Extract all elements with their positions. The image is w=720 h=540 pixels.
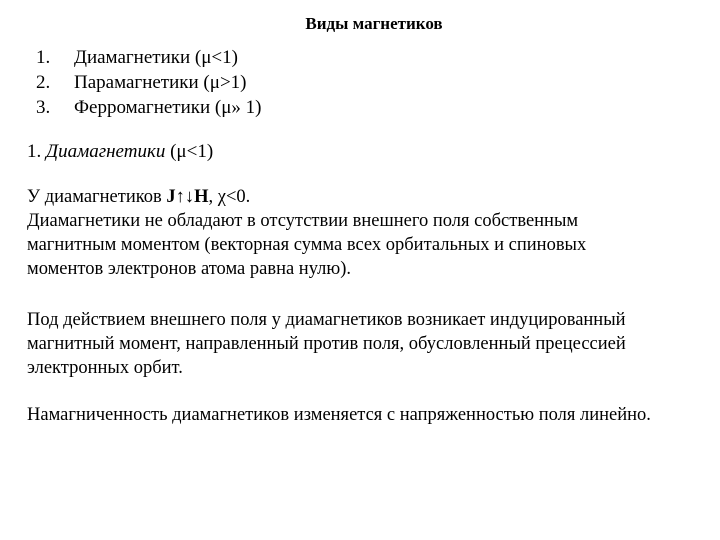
paragraph-line: магнитный момент, направленный против поля, обусловленный прецессией	[27, 334, 626, 354]
paragraph-line: Под действием внешнего поля у диамагнетиков возникает индуцированный	[27, 310, 626, 330]
list-item-text: Ферромагнетики (μ» 1)	[74, 97, 262, 118]
list-item	[36, 45, 262, 70]
list-item	[36, 70, 262, 95]
paragraph-diamagnet-definition	[27, 185, 717, 281]
text-fragment: , χ<0.	[208, 187, 251, 207]
vector-relation: J↑↓H	[166, 187, 209, 207]
paragraph-induced-moment	[27, 308, 717, 380]
list-item	[36, 95, 262, 120]
list-item-number: 1.	[36, 47, 51, 68]
list-item-text: Диамагнетики (μ<1)	[74, 47, 238, 68]
paragraph-magnetization	[27, 403, 717, 427]
list-item-text: Парамагнетики (μ>1)	[74, 72, 247, 93]
paragraph-line: Диамагнетики не обладают в отсутствии внешнего поля собственным	[27, 211, 579, 231]
list-item-number: 2.	[36, 72, 51, 93]
paragraph-line	[27, 185, 717, 209]
section-heading	[27, 139, 213, 164]
list-item-number: 3.	[36, 97, 51, 118]
section-condition: (μ<1)	[165, 141, 214, 162]
magnet-types-list	[36, 45, 262, 120]
section-number: 1.	[27, 141, 42, 162]
paragraph-line: моментов электронов атома равна нулю).	[27, 259, 351, 279]
paragraph-line: Намагниченность диамагнетиков изменяется с напряженностью поля линейно.	[27, 405, 651, 425]
slide-title: Виды магнетиков	[305, 14, 443, 33]
text-fragment: У диамагнетиков	[27, 187, 167, 207]
paragraph-line: магнитным моментом (векторная сумма всех орбитальных и спиновых	[27, 235, 587, 255]
paragraph-line: электронных орбит.	[27, 358, 183, 378]
section-name: Диамагнетики	[46, 141, 166, 162]
